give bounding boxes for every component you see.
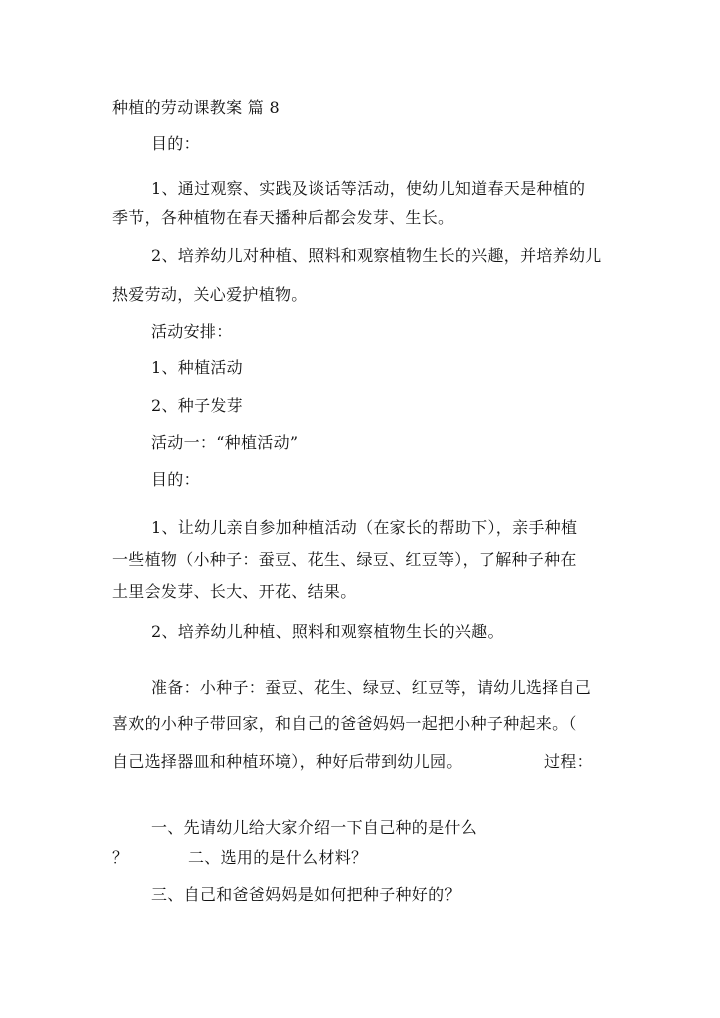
paragraph-line: 季节，各种植物在春天播种后都会发芽、生长。: [112, 208, 455, 227]
paragraph-line: 土里会发芽、长大、开花、结果。: [112, 582, 357, 601]
paragraph-line: 目的：: [151, 470, 200, 489]
list-item: 1、种植活动: [151, 358, 243, 377]
list-item: 一、先请幼儿给大家介绍一下自己种的是什么: [151, 818, 478, 837]
paragraph-line: 自己选择器皿和种植环境），种好后带到幼儿园。: [112, 752, 463, 771]
list-item: 2、种子发芽: [151, 396, 243, 415]
paragraph-line: 热爱劳动，关心爱护植物。: [112, 285, 308, 304]
paragraph-line: 喜欢的小种子带回家，和自己的爸爸妈妈一起把小种子种起来。（: [112, 714, 577, 733]
list-item: 二、选用的是什么材料？: [188, 848, 368, 867]
paragraph-line: 2、培养幼儿对种植、照料和观察植物生长的兴趣，并培养幼儿: [151, 246, 602, 265]
list-item: 三、自己和爸爸妈妈是如何把种子种好的？: [151, 885, 461, 904]
paragraph-line: 目的：: [151, 134, 200, 153]
paragraph-line: 2、培养幼儿种植、照料和观察植物生长的兴趣。: [151, 622, 504, 641]
section-heading: 过程：: [544, 752, 593, 771]
section-heading: 活动安排：: [151, 322, 233, 341]
paragraph-line: 1、通过观察、实践及谈话等活动，使幼儿知道春天是种植的: [151, 179, 586, 198]
paragraph-line: 准备：小种子：蚕豆、花生、绿豆、红豆等，请幼儿选择自己: [151, 678, 592, 697]
document-title: 种植的劳动课教案 篇 8: [112, 98, 280, 117]
paragraph-line: 一些植物（小种子：蚕豆、花生、绿豆、红豆等），了解种子种在: [112, 550, 577, 569]
section-heading: 活动一：“种植活动”: [151, 433, 299, 452]
paragraph-line: 1、让幼儿亲自参加种植活动（在家长的帮助下），亲手种植: [151, 518, 578, 537]
paragraph-line: ？: [112, 848, 129, 867]
